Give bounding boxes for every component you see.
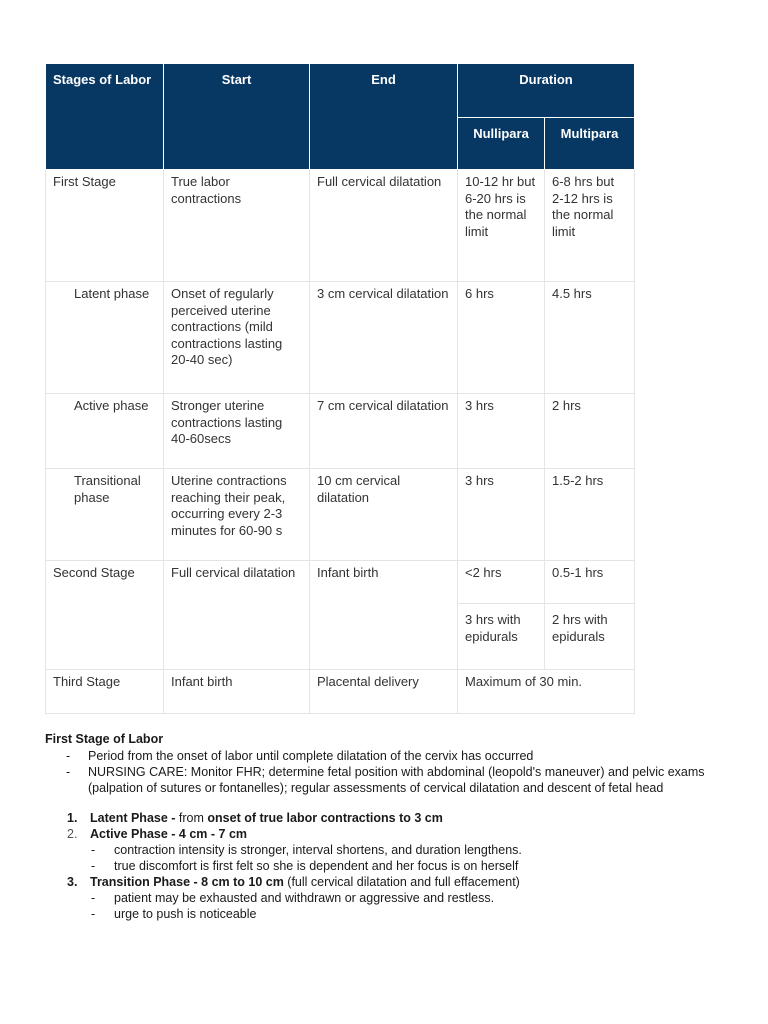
phase-title: Latent Phase -: [90, 811, 176, 825]
stage-cell: Second Stage: [46, 561, 164, 670]
stage-cell: Active phase: [46, 394, 164, 469]
table-row: [46, 561, 635, 604]
list-item: - patient may be exhausted and withdrawn or aggressive and restless.: [91, 891, 495, 905]
header-start: Start: [164, 64, 310, 170]
end-cell: 7 cm cervical dilatation: [310, 394, 458, 469]
multipara-cell: 1.5-2 hrs: [545, 469, 635, 561]
end-cell: Full cervical dilatation: [310, 170, 458, 282]
start-cell: Infant birth: [164, 670, 310, 714]
table-row: [46, 170, 635, 282]
sub-list: [90, 842, 725, 874]
nullipara-cell: <2 hrs: [458, 561, 545, 604]
table-row: [46, 670, 635, 714]
list-item: - Period from the onset of labor until complete dilatation of the cervix has occurred: [66, 749, 534, 763]
end-cell: Infant birth: [310, 561, 458, 670]
section-heading: First Stage of Labor: [45, 732, 164, 746]
header-end: End: [310, 64, 458, 170]
list-item-transition: 3. Transition Phase - 8 cm to 10 cm (full cervical dilatation and full effacement) - patient may be exhausted and withdrawn or aggressive and restless. - urge to push is noticeable: [67, 874, 725, 922]
phase-detail: onset of true labor contractions to 3 cm: [207, 811, 443, 825]
phase-title: Active Phase - 4 cm - 7 cm: [90, 827, 248, 841]
bullet-list: [45, 748, 725, 796]
multipara-cell: 2 hrs: [545, 394, 635, 469]
list-item: - NURSING CARE: Monitor FHR; determine fetal position with abdominal (leopold's maneuver) and pelvic exams (palpation of sutures or fontanelles); regular assessments of cervical dilatation and descent of fetal head: [66, 765, 705, 795]
end-cell: 3 cm cervical dilatation: [310, 282, 458, 394]
list-item-active: 2. Active Phase - 4 cm - 7 cm - contraction intensity is stronger, interval shortens, and duration lengthens. - true discomfort is first felt so she is dependent and her focus is on herself: [67, 826, 725, 874]
table-row: [46, 469, 635, 561]
stage-cell: Latent phase: [46, 282, 164, 394]
notes-section: [45, 731, 725, 922]
dash-marker: -: [91, 907, 96, 921]
list-item: - contraction intensity is stronger, interval shortens, and duration lengthens.: [91, 843, 522, 857]
multipara-cell: 6-8 hrs but 2-12 hrs is the normal limit: [545, 170, 635, 282]
header-stages: Stages of Labor: [46, 64, 164, 170]
dash-marker: -: [91, 859, 96, 873]
stages-of-labor-table: [45, 63, 635, 714]
nullipara-cell: 3 hrs: [458, 394, 545, 469]
stage-cell: Transitional phase: [46, 469, 164, 561]
end-cell: Placental delivery: [310, 670, 458, 714]
multipara-cell: 0.5-1 hrs: [545, 561, 635, 604]
dash-marker: -: [91, 843, 96, 857]
multipara-epidural-cell: 2 hrs with epidurals: [545, 604, 635, 670]
nullipara-cell: 3 hrs: [458, 469, 545, 561]
stage-cell: First Stage: [46, 170, 164, 282]
nullipara-epidural-cell: 3 hrs with epidurals: [458, 604, 545, 670]
start-cell: Stronger uterine contractions lasting 40-60secs: [164, 394, 310, 469]
nullipara-cell: 6 hrs: [458, 282, 545, 394]
start-cell: Full cervical dilatation: [164, 561, 310, 670]
list-item: - urge to push is noticeable: [91, 907, 257, 921]
header-duration: Duration: [458, 64, 635, 118]
duration-cell: Maximum of 30 min.: [458, 670, 635, 714]
list-item: - true discomfort is first felt so she is dependent and her focus is on herself: [91, 859, 519, 873]
multipara-cell: 4.5 hrs: [545, 282, 635, 394]
sub-list: [90, 890, 725, 922]
header-multipara: Multipara: [545, 118, 635, 170]
dash-marker: -: [66, 749, 71, 763]
header-nullipara: Nullipara: [458, 118, 545, 170]
table-row: [46, 282, 635, 394]
start-cell: Uterine contractions reaching their peak, occurring every 2-3 minutes for 60-90 s: [164, 469, 310, 561]
phase-list: [45, 810, 725, 922]
start-cell: Onset of regularly perceived uterine contractions (mild contractions lasting 20-40 sec): [164, 282, 310, 394]
nullipara-cell: 10-12 hr but 6-20 hrs is the normal limit: [458, 170, 545, 282]
list-item-latent: 1. Latent Phase - from onset of true labor contractions to 3 cm: [67, 811, 443, 825]
dash-marker: -: [91, 891, 96, 905]
table-row: [46, 394, 635, 469]
start-cell: True labor contractions: [164, 170, 310, 282]
dash-marker: -: [66, 765, 71, 779]
end-cell: 10 cm cervical dilatation: [310, 469, 458, 561]
phase-title: Transition Phase - 8 cm to 10 cm: [90, 875, 284, 889]
stage-cell: Third Stage: [46, 670, 164, 714]
